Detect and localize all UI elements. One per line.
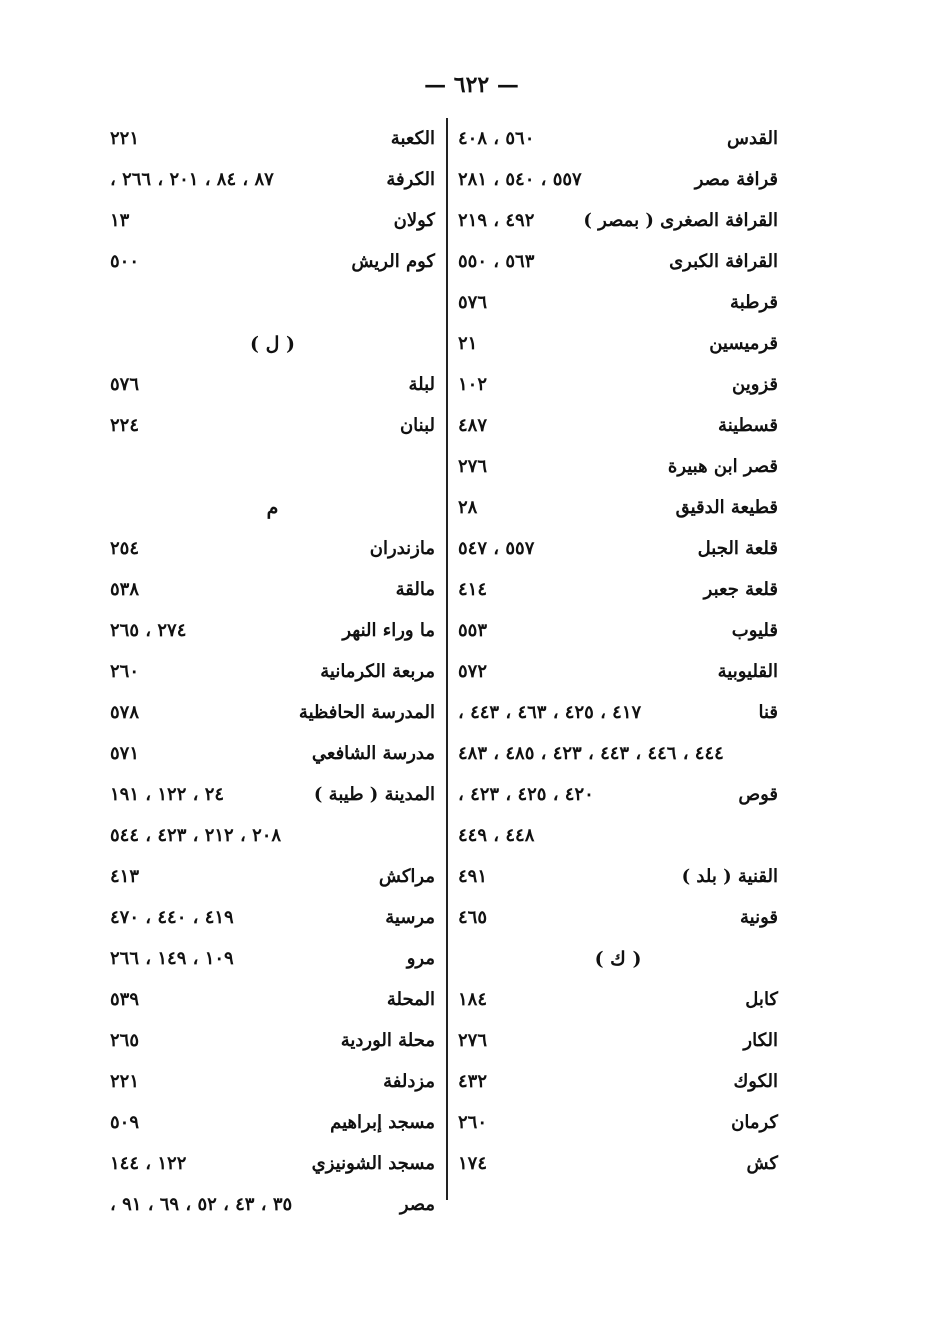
entry-place-name: مالقة — [395, 579, 435, 600]
index-entry — [458, 815, 778, 856]
index-entry — [458, 1143, 778, 1184]
entry-page-numbers: ٤١٧ ، ٤٢٥ ، ٤٦٣ ، ٤٤٣ ، — [458, 702, 642, 723]
entry-place-name: قرافة مصر — [694, 169, 778, 190]
index-entry — [458, 651, 778, 692]
entry-place-name: قلعة الجبل — [697, 538, 778, 559]
index-entry — [110, 405, 435, 446]
index-entry — [458, 241, 778, 282]
index-entry — [458, 733, 778, 774]
entry-page-numbers: ١٠٩ ، ١٤٩ ، ٢٦٦ — [110, 948, 234, 969]
entry-place-name: مرو — [406, 948, 435, 969]
index-entry — [458, 487, 778, 528]
index-entry — [458, 405, 778, 446]
entry-place-name: مزدلفة — [383, 1071, 435, 1092]
entry-page-numbers: ٥٥٣ — [458, 620, 488, 641]
entry-page-numbers: ٢٤ ، ١٢٢ ، ١٩١ — [110, 784, 225, 805]
entry-page-numbers: ١٨٤ — [458, 989, 488, 1010]
entry-page-numbers: ٤٤٨ ، ٤٤٩ — [458, 825, 535, 846]
entry-place-name: قرميسين — [709, 333, 778, 354]
entry-page-numbers: ٥٣٩ — [110, 989, 140, 1010]
index-entry — [110, 938, 435, 979]
index-entry — [110, 118, 435, 159]
entry-place-name: قسطينة — [718, 415, 778, 436]
entry-page-numbers: ٢٢١ — [110, 128, 140, 149]
index-entry — [458, 200, 778, 241]
entry-place-name: لبلة — [408, 374, 435, 395]
index-entry — [458, 610, 778, 651]
entry-place-name: لبنان — [399, 415, 435, 436]
entry-place-name: قلعة جعبر — [703, 579, 778, 600]
index-entry — [458, 856, 778, 897]
entry-place-name: قطيعة الدقيق — [675, 497, 778, 518]
entry-page-numbers: ٥٦٠ ، ٤٠٨ — [458, 128, 535, 149]
index-entry — [458, 692, 778, 733]
index-entry — [110, 815, 435, 856]
index-column-right — [458, 118, 778, 1184]
entry-page-numbers: ٢٧٤ ، ٢٦٥ — [110, 620, 187, 641]
entry-page-numbers: ٤٤٤ ، ٤٤٦ ، ٤٤٣ ، ٤٢٣ ، ٤٨٥ ، ٤٨٣ — [458, 743, 724, 764]
entry-page-numbers: ٥٥٧ ، ٥٤٧ — [458, 538, 535, 559]
entry-page-numbers: ٢٦٠ — [110, 661, 140, 682]
index-entry — [458, 323, 778, 364]
index-entry — [458, 979, 778, 1020]
entry-place-name: قوص — [738, 784, 778, 805]
entry-page-numbers: ٢٧٦ — [458, 456, 488, 477]
entry-place-name: مرسية — [385, 907, 435, 928]
index-entry — [110, 856, 435, 897]
index-entry — [110, 610, 435, 651]
entry-place-name: كش — [746, 1153, 778, 1174]
index-entry — [458, 569, 778, 610]
index-entry — [110, 241, 435, 282]
index-entry — [458, 1061, 778, 1102]
index-entry — [110, 1020, 435, 1061]
index-entry — [458, 159, 778, 200]
entry-place-name: مسجد إبراهيم — [330, 1112, 435, 1133]
index-entry — [458, 118, 778, 159]
index-entry — [110, 569, 435, 610]
entry-page-numbers: ٥٧٦ — [458, 292, 488, 313]
section-letter: ( ل ) — [250, 332, 296, 355]
entry-page-numbers: ٥٠٩ — [110, 1112, 140, 1133]
entry-place-name: مازندران — [369, 538, 435, 559]
entry-place-name: مراكش — [378, 866, 435, 887]
entry-page-numbers: ٢٢١ — [110, 1071, 140, 1092]
entry-place-name: كرمان — [731, 1112, 778, 1133]
entry-page-numbers: ٤٣٢ — [458, 1071, 488, 1092]
index-entry — [110, 692, 435, 733]
index-entry — [110, 1102, 435, 1143]
page-number: — ٦٢٢ — — [424, 72, 519, 98]
entry-place-name: الكعبة — [390, 128, 435, 149]
entry-place-name: قنا — [758, 702, 778, 723]
entry-page-numbers: ٥٧٨ — [110, 702, 140, 723]
blank-line — [110, 446, 435, 487]
entry-place-name: القدس — [726, 128, 778, 149]
entry-page-numbers: ٢٥٤ — [110, 538, 140, 559]
index-entry — [458, 1102, 778, 1143]
entry-page-numbers: ٨٧ ، ٨٤ ، ٢٠١ ، ٢٦٦ ، — [110, 169, 274, 190]
index-entry — [110, 1184, 435, 1225]
entry-page-numbers: ٤٦٥ — [458, 907, 488, 928]
index-entry — [110, 733, 435, 774]
section-letter: ( ك ) — [594, 947, 642, 970]
entry-place-name: كولان — [393, 210, 435, 231]
entry-place-name: قزوين — [732, 374, 778, 395]
entry-page-numbers: ٤٩١ — [458, 866, 488, 887]
entry-page-numbers: ١٣ — [110, 210, 130, 231]
entry-place-name: القليوبية — [717, 661, 778, 682]
entry-place-name: قرطبة — [730, 292, 778, 313]
entry-page-numbers: ١٢٢ ، ١٤٤ — [110, 1153, 187, 1174]
entry-place-name: القرافة الكبرى — [669, 251, 778, 272]
index-entry — [110, 159, 435, 200]
entry-page-numbers: ٥٦٣ ، ٥٥٠ — [458, 251, 535, 272]
entry-page-numbers: ٥٧٢ — [458, 661, 488, 682]
entry-page-numbers: ٥٣٨ — [110, 579, 140, 600]
column-divider — [446, 118, 448, 1200]
entry-page-numbers: ٢٠٨ ، ٢١٢ ، ٤٢٣ ، ٥٤٤ — [110, 825, 282, 846]
entry-place-name: القنية ( بلد ) — [681, 866, 778, 887]
entry-page-numbers: ٥٥٧ ، ٥٤٠ ، ٢٨١ — [458, 169, 582, 190]
index-entry — [110, 200, 435, 241]
entry-page-numbers: ٤٩٢ ، ٢١٩ — [458, 210, 535, 231]
entry-page-numbers: ٢٢٤ — [110, 415, 140, 436]
entry-page-numbers: ٤٨٧ — [458, 415, 488, 436]
index-entry — [110, 528, 435, 569]
entry-place-name: المحلة — [386, 989, 435, 1010]
entry-place-name: قونية — [740, 907, 778, 928]
index-entry — [110, 897, 435, 938]
entry-page-numbers: ٢٦٥ — [110, 1030, 140, 1051]
entry-place-name: قصر ابن هبيرة — [667, 456, 778, 477]
index-entry — [458, 774, 778, 815]
entry-page-numbers: ٥٧١ — [110, 743, 140, 764]
entry-page-numbers: ٤١٩ ، ٤٤٠ ، ٤٧٠ — [110, 907, 234, 928]
index-entry — [458, 282, 778, 323]
index-entry — [110, 364, 435, 405]
entry-page-numbers: ٥٠٠ — [110, 251, 140, 272]
index-entry — [458, 1020, 778, 1061]
entry-place-name: الكار — [743, 1030, 778, 1051]
entry-page-numbers: ٤١٤ — [458, 579, 488, 600]
entry-place-name: محلة الوردية — [340, 1030, 435, 1051]
index-entry — [458, 897, 778, 938]
entry-page-numbers: ٤١٣ — [110, 866, 140, 887]
entry-page-numbers: ٤٢٠ ، ٤٢٥ ، ٤٢٣ ، — [458, 784, 594, 805]
entry-place-name: القرافة الصغرى ( بمصر ) — [583, 210, 778, 231]
entry-page-numbers: ٢٧٦ — [458, 1030, 488, 1051]
entry-place-name: المدينة ( طيبة ) — [313, 784, 435, 805]
entry-place-name: ما وراء النهر — [342, 620, 435, 641]
index-entry — [110, 774, 435, 815]
entry-page-numbers: ٢٨ — [458, 497, 478, 518]
index-entry — [458, 364, 778, 405]
index-entry — [110, 651, 435, 692]
entry-place-name: كابل — [745, 989, 778, 1010]
index-entry — [110, 979, 435, 1020]
entry-place-name: قليوب — [731, 620, 778, 641]
index-entry — [110, 1061, 435, 1102]
entry-place-name: المدرسة الحافظية — [298, 702, 435, 723]
entry-page-numbers: ١٧٤ — [458, 1153, 488, 1174]
entry-page-numbers: ٣٥ ، ٤٣ ، ٥٢ ، ٦٩ ، ٩١ ، — [110, 1194, 293, 1215]
entry-page-numbers: ٥٧٦ — [110, 374, 140, 395]
index-entry — [110, 1143, 435, 1184]
entry-place-name: مدرسة الشافعي — [311, 743, 435, 764]
section-letter: م — [266, 496, 279, 519]
entry-place-name: الكوك — [733, 1071, 778, 1092]
entry-page-numbers: ٢٦٠ — [458, 1112, 488, 1133]
entry-page-numbers: ١٠٢ — [458, 374, 488, 395]
entry-page-numbers: ٢١ — [458, 333, 478, 354]
index-column-left — [110, 118, 435, 1225]
entry-place-name: مصر — [399, 1194, 435, 1215]
entry-place-name: مربعة الكرمانية — [320, 661, 435, 682]
index-entry — [458, 528, 778, 569]
entry-place-name: مسجد الشونيزي — [311, 1153, 435, 1174]
entry-place-name: الكرفة — [386, 169, 435, 190]
index-entry — [458, 446, 778, 487]
blank-line — [110, 282, 435, 323]
entry-place-name: كوم الريش — [351, 251, 435, 272]
